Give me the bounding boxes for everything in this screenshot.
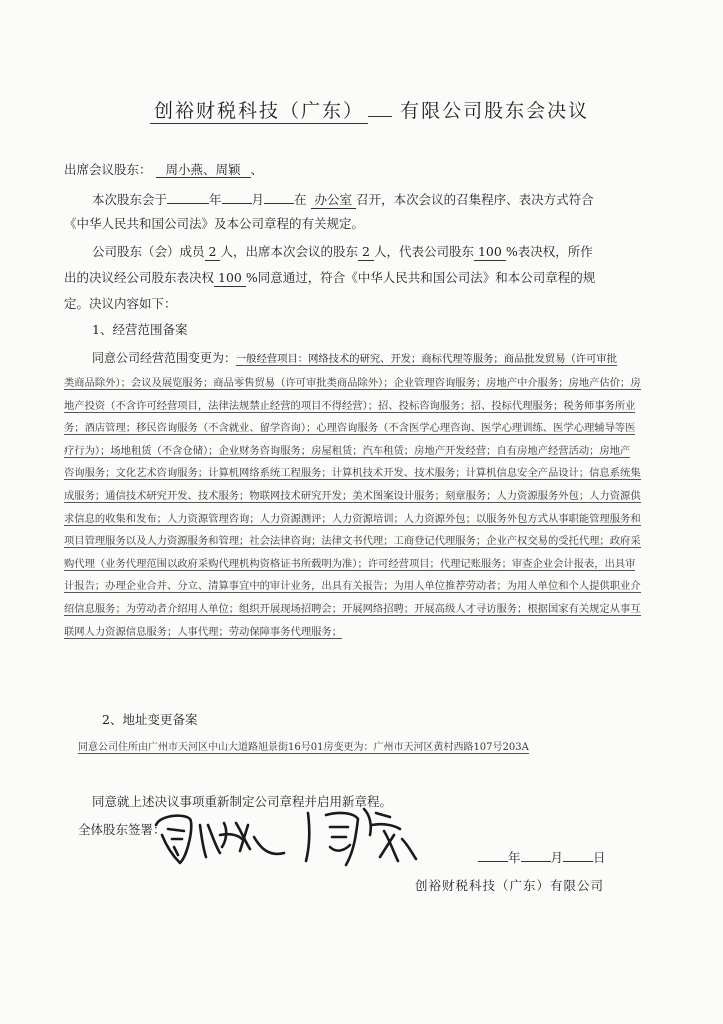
- vote-text-e: 出的决议经公司股东表决权: [64, 270, 215, 285]
- meeting-day-blank: [264, 190, 294, 204]
- date-year: 年: [508, 850, 521, 865]
- vote-line-2: [64, 270, 664, 286]
- meeting-place: 办公室: [311, 192, 357, 209]
- shareholder-signatures: [150, 795, 450, 879]
- adopt-statement: 同意就上述决议事项重新制定公司章程并启用新章程。: [92, 794, 393, 809]
- meeting-line-2: 《中华人民共和国公司法》及本公司章程的有关规定。: [64, 216, 365, 231]
- footer-company: 创裕财税科技（广东）有限公司: [415, 878, 605, 893]
- attendees-value: 周小燕、周颖: [156, 162, 251, 178]
- signature-image: [150, 795, 450, 875]
- title-rest: 有限公司股东会决议: [400, 100, 590, 122]
- address-change: 同意公司住所由广州市天河区中山大道路旭景街16号01房变更为：广州市天河区黄村西路107号203A: [78, 738, 529, 754]
- attendees-label: 出席会议股东：: [64, 162, 152, 177]
- vote-pct2: 100: [214, 270, 246, 287]
- date-month: 月: [550, 850, 564, 865]
- scope-line-12: 联网人力资源信息服务；人事代理；劳动保障事务代理服务；: [64, 625, 343, 638]
- sign-label: 全体股东签署：: [78, 822, 166, 837]
- date-day-blank: [563, 848, 593, 862]
- vote-members: 2: [205, 244, 221, 261]
- meeting-line-1: [92, 190, 692, 208]
- vote-line-3: 定。决议内容如下：: [64, 296, 177, 311]
- meeting-year: 年: [209, 192, 222, 207]
- scope-line-5: 咨询服务；文化艺术咨询服务；计算机网络系统工程服务；计算机技术开发、技术服务；计算机信息安全产品设计；信息系统集: [64, 467, 641, 480]
- date-day: 日: [593, 850, 606, 865]
- signature-date: [478, 848, 606, 866]
- scope-line-8: 项目管理服务以及人力资源服务和管理；社会法律咨询；法律文书代理；工商登记代理服务；企业产权交易的受托代理；政府采: [64, 535, 641, 548]
- meeting-year-blank: [167, 190, 209, 204]
- vote-text-d: %表决权，所作: [505, 244, 593, 259]
- scope-line-1: 类商品除外）；会议及展览服务；商品零售贸易（许可审批类商品除外）；企业管理咨询服务；房地产中介服务；房地产估价；房: [64, 377, 641, 389]
- vote-line-1: [92, 244, 692, 260]
- vote-pct: 100: [474, 244, 506, 261]
- meeting-at: 在: [294, 192, 307, 207]
- date-year-blank: [478, 848, 508, 862]
- attendees-line: [64, 162, 664, 178]
- scope-line-4: 疗行为）；场地租赁（不含仓储）；企业财务咨询服务；房屋租赁；汽车租赁；房地产开发经营；自有房地产经营活动；房地产: [64, 444, 631, 457]
- document-title: [150, 96, 630, 123]
- vote-text-f: %同意通过，符合《中华人民共和国公司法》和本公司章程的规: [245, 270, 596, 285]
- scope-line-7: 求信息的收集和发布；人力资源管理咨询；人力资源测评；人力资源培训；人力资源外包；以服务外包方式从事职能管理服务和: [64, 512, 641, 525]
- scope-line-2: 地产投资（不含许可经营项目，法律法规禁止经营的项目不得经营）；招、投标咨询服务；招、投标代理服务；税务师事务所业: [64, 399, 636, 412]
- meeting-text-b: 召开，本次会议的召集程序、表决方式符合: [356, 192, 594, 207]
- meeting-text-a: 本次股东会于: [92, 192, 168, 207]
- vote-text-b: 人，出席本次会议的股东: [220, 244, 358, 259]
- scope-lead: 同意公司经营范围变更为：: [92, 351, 237, 365]
- vote-text-a: 公司股东（会）成员: [92, 244, 205, 259]
- scope-line-10: 计报告；办理企业合并、分立、清算事宜中的审计业务，出具有关报告；为用人单位推荐劳动者；为用人单位和个人提供职业介: [64, 580, 641, 593]
- section-1-heading: 1、经营范围备案: [92, 322, 188, 337]
- meeting-month: 月: [251, 192, 265, 207]
- attendees-tail: 、: [250, 162, 264, 177]
- vote-text-c: 人，代表公司股东: [373, 244, 474, 259]
- scope-line-11: 绍信息服务；为劳动者介绍用人单位；组织开展现场招聘会；开展网络招聘；开展高级人才寻访服务；根据国家有关规定从事互: [64, 602, 641, 615]
- business-scope: [64, 372, 664, 643]
- title-company: 创裕财税科技（广东）: [150, 100, 368, 124]
- scope-line-3: 务；酒店管理；移民咨询服务（不含就业、留学咨询）；心理咨询服务（不含医学心理咨询、医学心理训练、医学心理辅导等医: [64, 422, 636, 435]
- scope-line-6: 成服务；通信技术研究开发、技术服务；物联网技术研究开发；美术图案设计服务；刻章服务；人力资源服务外包；人力资源供: [64, 489, 641, 502]
- scope-line-0: 一般经营项目：网络技术的研究、开发；商标代理等服务；商品批发贸易（许可审批: [236, 353, 617, 365]
- section-2-heading: 2、地址变更备案: [102, 712, 198, 727]
- vote-attend: 2: [358, 244, 374, 261]
- scope-line-9: 购代理（业务代理范围以政府采购代理机构资格证书所载明为准）；许可经营项目；代理记账服务；审查企业会计报表，出具审: [64, 557, 636, 570]
- scope-lead-line: [92, 350, 692, 367]
- meeting-month-blank: [222, 190, 252, 204]
- date-month-blank: [521, 848, 551, 862]
